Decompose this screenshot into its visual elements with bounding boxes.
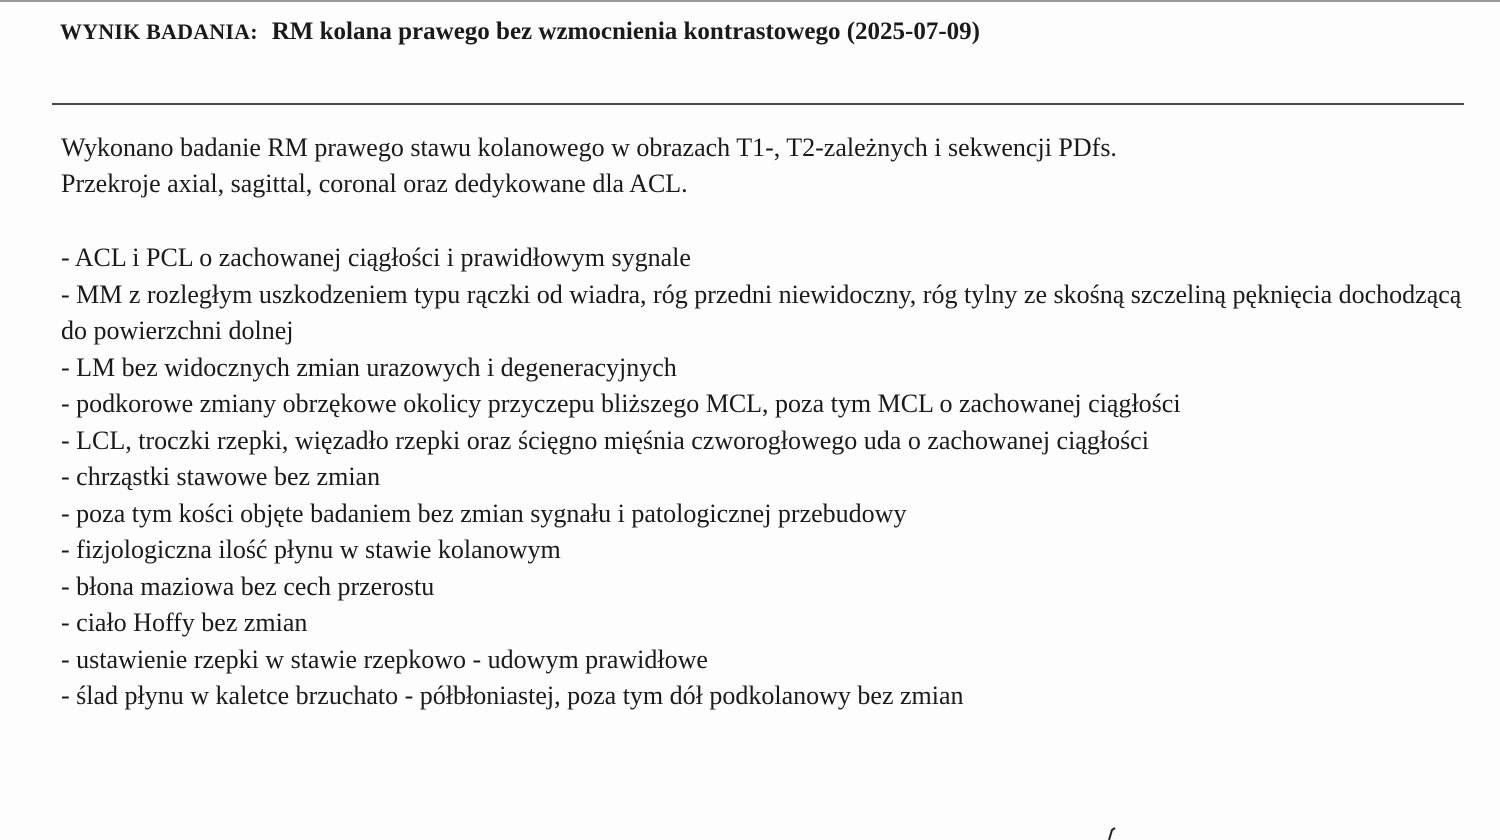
report-intro <box>61 130 1461 202</box>
finding-item: - ciało Hoffy bez zmian <box>61 608 308 637</box>
header-divider <box>52 103 1464 105</box>
intro-line-1: Wykonano badanie RM prawego stawu kolanowego w obrazach T1-, T2-zależnych i sekwencji PDfs. <box>61 133 1117 162</box>
report-header <box>60 15 980 52</box>
top-edge-line <box>0 0 1500 2</box>
findings-list <box>61 240 1481 715</box>
finding-item: - ślad płynu w kaletce brzuchato - półbłoniastej, poza tym dół podkolanowy bez zmian <box>61 681 964 710</box>
intro-line-2: Przekroje axial, sagittal, coronal oraz dedykowane dla ACL. <box>61 169 688 198</box>
finding-item: - MM z rozległym uszkodzeniem typu rączki od wiadra, róg przedni niewidoczny, róg tylny ze skośną szczeliną pęknięcia dochodzącą do powierzchni dolnej <box>61 279 1462 345</box>
report-title: RM kolana prawego bez wzmocnienia kontrastowego (2025-07-09) <box>271 18 981 45</box>
finding-item: - LCL, troczki rzepki, więzadło rzepki oraz ścięgno mięśnia czworogłowego uda o zachowanej ciągłości <box>61 425 1149 455</box>
finding-item: - fizjologiczna ilość płynu w stawie kolanowym <box>61 535 561 564</box>
finding-item: - ACL i PCL o zachowanej ciągłości i prawidłowym sygnale <box>61 243 691 272</box>
finding-item: - ustawienie rzepki w stawie rzepkowo - udowym prawidłowe <box>61 644 708 674</box>
finding-item: - błona maziowa bez cech przerostu <box>61 571 435 601</box>
finding-item: - podkorowe zmiany obrzękowe okolicy przyczepu bliższego MCL, poza tym MCL o zachowanej ciągłości <box>61 389 1181 418</box>
signature-fragment-icon <box>1106 826 1120 840</box>
finding-item: - poza tym kości objęte badaniem bez zmian sygnału i patologicznej przebudowy <box>61 498 907 528</box>
report-header-label: WYNIK BADANIA: <box>60 19 258 44</box>
finding-item: - chrząstki stawowe bez zmian <box>61 462 381 491</box>
finding-item: - LM bez widocznych zmian urazowych i degeneracyjnych <box>61 352 677 382</box>
